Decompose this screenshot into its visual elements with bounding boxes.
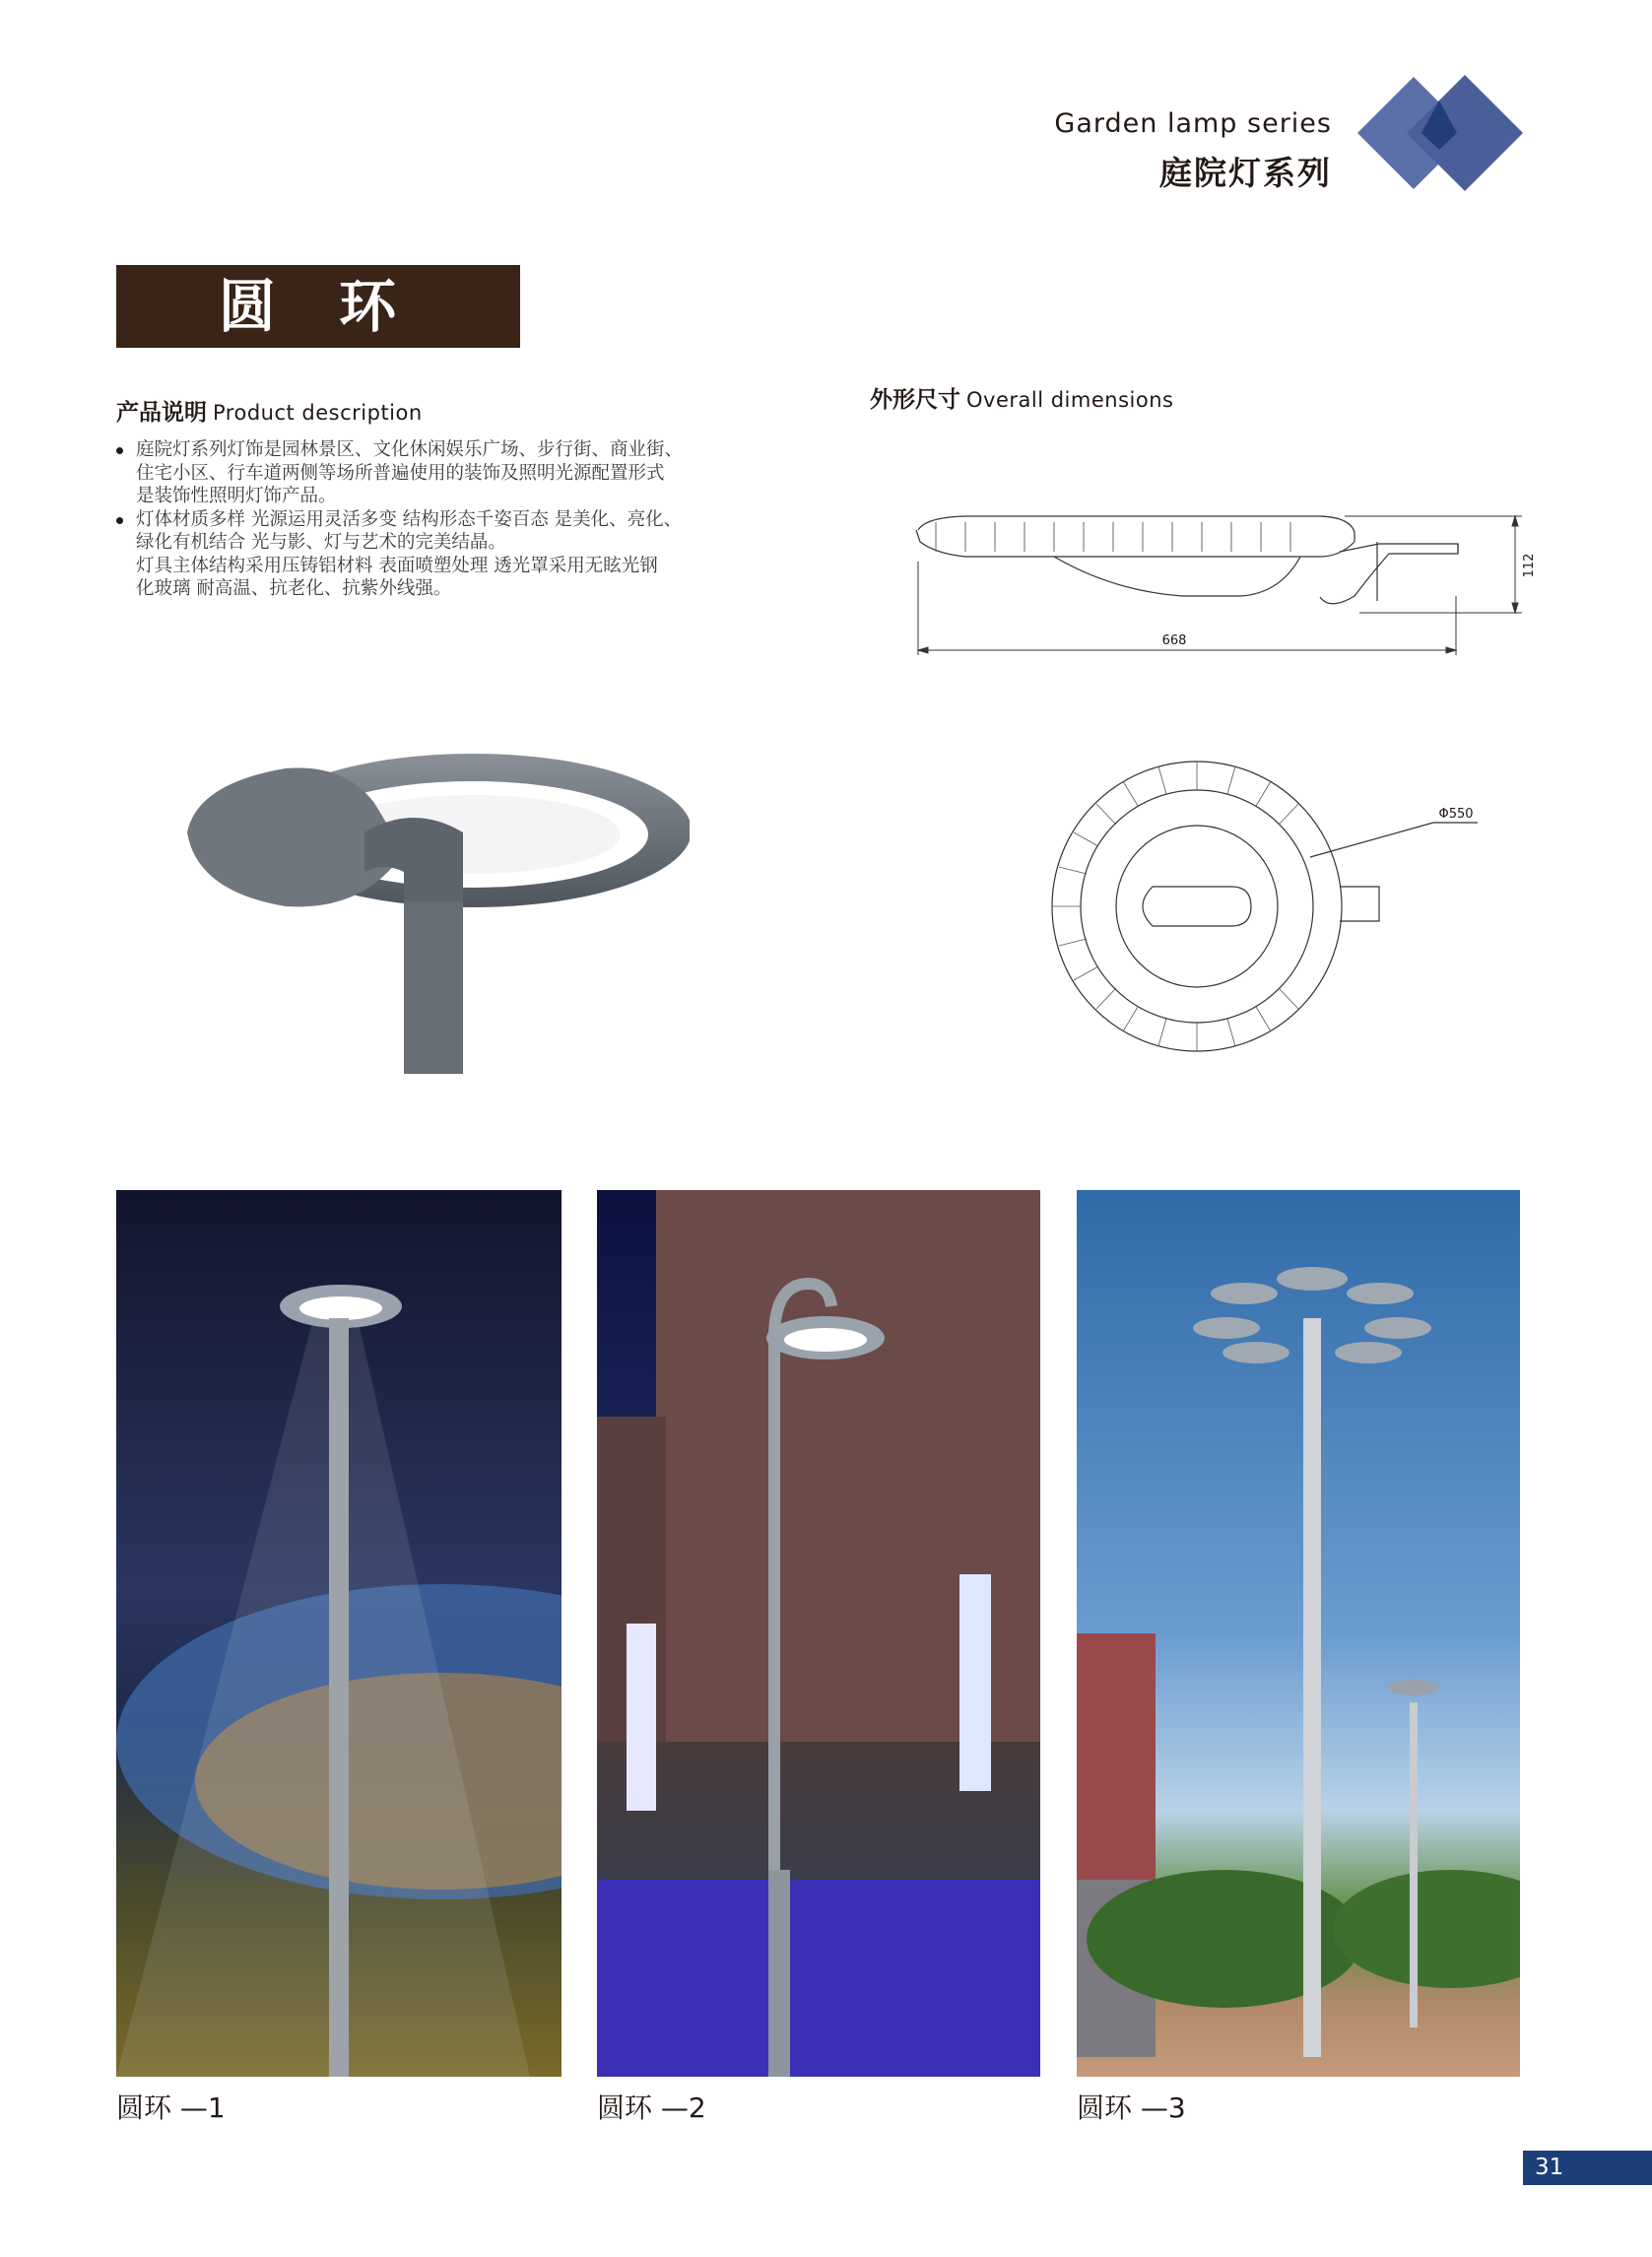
- product-title: 圆 环: [218, 273, 419, 340]
- photo-caption-1: 圆环 —1: [116, 2091, 226, 2124]
- series-title-en: Garden lamp series: [1054, 108, 1332, 139]
- night-building-photo: [597, 1190, 1040, 2077]
- dimensions-heading-cn: 外形尺寸: [870, 387, 960, 413]
- description-line: 住宅小区、行车道两侧等场所普遍使用的装饰及照明光源配置形式: [136, 462, 665, 484]
- daytime-plaza-photo: [1077, 1190, 1520, 2077]
- side-view-drawing: [906, 502, 1537, 660]
- photo-caption-2: 圆环 —2: [597, 2091, 706, 2124]
- description-item: [116, 508, 747, 555]
- description-line: 灯具主体结构采用压铸铝材料 表面喷塑处理 透光罩采用无眩光钢: [136, 555, 658, 576]
- length-dimension-label: 668: [1161, 633, 1187, 648]
- description-line: 庭院灯系列灯饰是园林景区、文化休闲娱乐广场、步行街、商业街、: [136, 439, 684, 460]
- series-title-cn: 庭院灯系列: [1159, 154, 1332, 192]
- diamond-logo-icon: [1355, 71, 1527, 195]
- bullet-icon: [116, 517, 123, 524]
- page-number: 31: [1523, 2151, 1652, 2185]
- product-description-heading: [116, 394, 423, 427]
- description-line: 化玻璃 耐高温、抗老化、抗紫外线强。: [136, 578, 452, 599]
- bullet-icon: [116, 447, 123, 454]
- diameter-dimension-label: Φ550: [1438, 807, 1474, 822]
- description-item: [116, 555, 747, 601]
- description-line: 灯体材质多样 光源运用灵活多变 结构形态千姿百态 是美化、亮化、: [136, 508, 683, 530]
- description-line: 是装饰性照明灯饰产品。: [136, 486, 337, 506]
- description-item: [116, 438, 747, 508]
- product-render-image: [177, 724, 690, 1074]
- dimensions-heading: [870, 381, 1173, 414]
- night-stadium-photo: [116, 1190, 562, 2077]
- height-dimension-label: 112: [1522, 553, 1537, 578]
- product-description-list: [116, 438, 747, 601]
- photo-caption-3: 圆环 —3: [1077, 2091, 1186, 2124]
- product-description-heading-en: Product description: [213, 401, 423, 425]
- top-view-drawing: [1015, 749, 1497, 1064]
- description-line: 绿化有机结合 光与影、灯与艺术的完美结晶。: [136, 532, 506, 553]
- product-title-box: [116, 265, 520, 348]
- product-description-heading-cn: 产品说明: [116, 400, 207, 426]
- dimensions-heading-en: Overall dimensions: [966, 388, 1174, 412]
